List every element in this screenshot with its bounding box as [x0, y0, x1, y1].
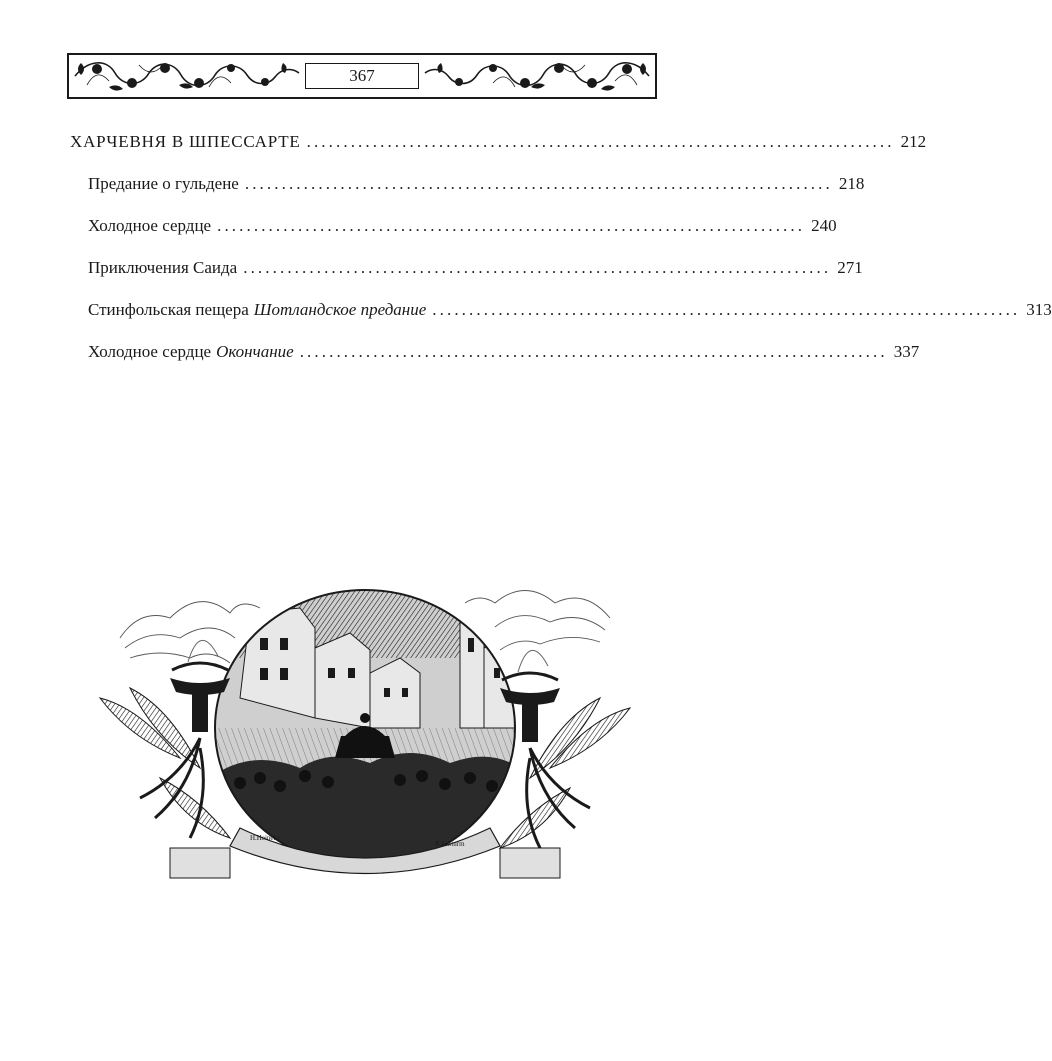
engraved-vignette-illustration: [100, 578, 630, 878]
toc-entry-note: Окончание: [216, 342, 294, 361]
toc-entry-title: Приключения Саида: [88, 258, 238, 277]
toc-entry-predanie-o-guldene: [70, 174, 865, 216]
page-number: [305, 63, 419, 89]
toc-entry-title: Предание о гульдене: [88, 174, 239, 193]
table-of-contents: [70, 132, 1052, 384]
toc-entry-page: 313: [1026, 300, 1052, 319]
toc-leader-dots: ................................................................................: [243, 258, 832, 277]
toc-entry-title: Холодное сердце: [88, 342, 212, 361]
toc-leader-dots: ................................................................................: [432, 300, 1021, 319]
toc-entry-holodnoe-serdce-okonchanie: [70, 342, 920, 384]
toc-entry-title: Холодное сердце: [88, 216, 212, 235]
toc-entry-holodnoe-serdce: [70, 216, 837, 258]
toc-leader-dots: ................................................................................: [217, 216, 806, 235]
toc-entry-stinfolskaya-peshchera: [70, 300, 1052, 342]
toc-leader-dots: ................................................................................: [306, 132, 895, 151]
page-number-text: 367: [349, 66, 375, 85]
left-torch-stand: [100, 640, 230, 878]
toc-entry-title: ХАРЧЕВНЯ В ШПЕССАРТЕ: [70, 132, 301, 151]
toc-entry-page: 218: [838, 174, 865, 193]
engraver-signature-right: R.E.Sturm: [435, 840, 465, 848]
toc-entry-page: 212: [900, 132, 927, 151]
toc-entry-page: 337: [893, 342, 920, 361]
toc-entry-page: 240: [811, 216, 837, 235]
toc-entry-note: Шотландское предание: [253, 300, 427, 319]
right-torch-stand: [500, 650, 630, 878]
toc-leader-dots: ................................................................................: [299, 342, 888, 361]
engraver-signature-left: H.Heineke: [250, 834, 281, 842]
toc-entry-harchevnya: [70, 132, 927, 174]
toc-entry-priklyucheniya-saida: [70, 258, 863, 300]
toc-leader-dots: ................................................................................: [244, 174, 833, 193]
toc-entry-title: Стинфольская пещера: [88, 300, 249, 319]
toc-entry-page: 271: [837, 258, 863, 277]
